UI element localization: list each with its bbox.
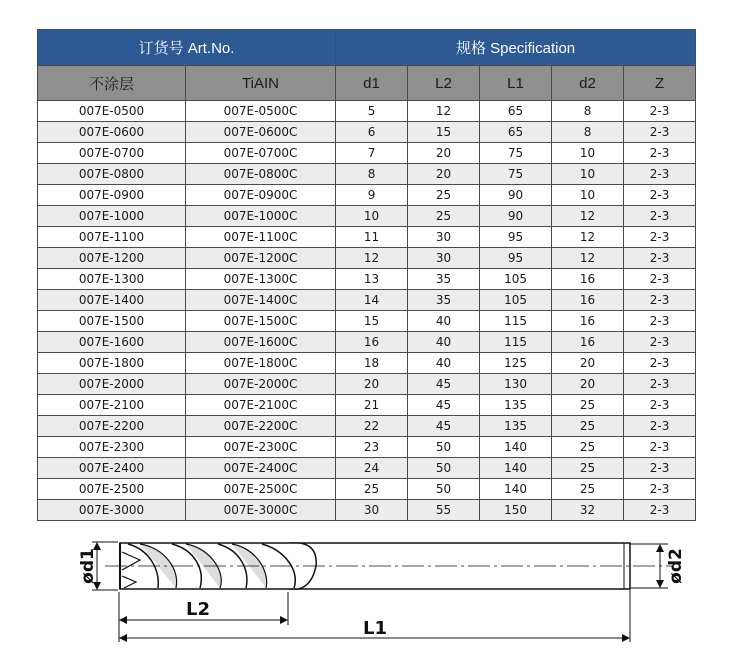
cell-d2: 25 — [552, 437, 624, 458]
cell-l2: 45 — [408, 416, 480, 437]
cell-tiain-part-no: 007E-2300C — [186, 437, 336, 458]
cell-d1: 30 — [336, 500, 408, 521]
cell-tiain-part-no: 007E-2200C — [186, 416, 336, 437]
cell-z: 2-3 — [624, 206, 696, 227]
cell-tiain-part-no: 007E-0900C — [186, 185, 336, 206]
cell-uncoated-part-no: 007E-1000 — [38, 206, 186, 227]
cell-uncoated-part-no: 007E-1100 — [38, 227, 186, 248]
column-header-d1: d1 — [336, 66, 408, 101]
cell-d2: 16 — [552, 332, 624, 353]
cell-l2: 40 — [408, 311, 480, 332]
cell-d1: 15 — [336, 311, 408, 332]
cell-d1: 14 — [336, 290, 408, 311]
cell-tiain-part-no: 007E-0600C — [186, 122, 336, 143]
cell-d2: 12 — [552, 227, 624, 248]
cell-d2: 16 — [552, 290, 624, 311]
specification-table — [37, 29, 696, 521]
cell-l2: 40 — [408, 332, 480, 353]
cell-l1: 90 — [480, 185, 552, 206]
cell-d1: 16 — [336, 332, 408, 353]
cell-tiain-part-no: 007E-2000C — [186, 374, 336, 395]
cell-l2: 12 — [408, 101, 480, 122]
cell-tiain-part-no: 007E-2400C — [186, 458, 336, 479]
cell-l1: 150 — [480, 500, 552, 521]
cell-d2: 16 — [552, 269, 624, 290]
cell-l2: 30 — [408, 227, 480, 248]
cell-d2: 16 — [552, 311, 624, 332]
cell-uncoated-part-no: 007E-0900 — [38, 185, 186, 206]
cell-d2: 8 — [552, 122, 624, 143]
table-row — [38, 395, 696, 416]
table-row — [38, 416, 696, 437]
table-row — [38, 479, 696, 500]
cell-z: 2-3 — [624, 311, 696, 332]
cell-d1: 5 — [336, 101, 408, 122]
cell-uncoated-part-no: 007E-0800 — [38, 164, 186, 185]
art-no-header: 订货号 Art.No. — [38, 30, 336, 66]
cell-d1: 18 — [336, 353, 408, 374]
cell-l2: 30 — [408, 248, 480, 269]
column-header-uncoated: 不涂层 — [38, 66, 186, 101]
table-row — [38, 101, 696, 122]
cell-tiain-part-no: 007E-1200C — [186, 248, 336, 269]
d1-label: ød1 — [78, 548, 98, 584]
cell-l1: 95 — [480, 248, 552, 269]
table-row — [38, 500, 696, 521]
table-row — [38, 458, 696, 479]
cell-l1: 105 — [480, 269, 552, 290]
cell-d1: 13 — [336, 269, 408, 290]
table-row — [38, 143, 696, 164]
cell-tiain-part-no: 007E-1600C — [186, 332, 336, 353]
cell-l1: 140 — [480, 458, 552, 479]
table-row — [38, 353, 696, 374]
cell-z: 2-3 — [624, 164, 696, 185]
cell-uncoated-part-no: 007E-1800 — [38, 353, 186, 374]
cell-l2: 50 — [408, 458, 480, 479]
cell-tiain-part-no: 007E-3000C — [186, 500, 336, 521]
cell-l2: 50 — [408, 479, 480, 500]
cell-d2: 12 — [552, 206, 624, 227]
cell-d2: 20 — [552, 374, 624, 395]
cell-d2: 10 — [552, 143, 624, 164]
cell-tiain-part-no: 007E-1400C — [186, 290, 336, 311]
d2-label: ød2 — [666, 548, 686, 584]
cell-l2: 20 — [408, 164, 480, 185]
cell-l1: 105 — [480, 290, 552, 311]
table-row — [38, 437, 696, 458]
table-column-header — [38, 66, 696, 101]
cell-l2: 20 — [408, 143, 480, 164]
cell-l2: 50 — [408, 437, 480, 458]
cell-d1: 7 — [336, 143, 408, 164]
cell-z: 2-3 — [624, 416, 696, 437]
cell-z: 2-3 — [624, 353, 696, 374]
cell-tiain-part-no: 007E-0500C — [186, 101, 336, 122]
column-header-l1: L1 — [480, 66, 552, 101]
cell-d1: 6 — [336, 122, 408, 143]
cell-l2: 25 — [408, 185, 480, 206]
cell-l2: 45 — [408, 374, 480, 395]
cell-d1: 21 — [336, 395, 408, 416]
table-row — [38, 206, 696, 227]
cell-z: 2-3 — [624, 101, 696, 122]
cell-l1: 65 — [480, 101, 552, 122]
table-body — [38, 101, 696, 521]
cell-l1: 115 — [480, 332, 552, 353]
table-group-header — [38, 30, 696, 66]
cell-z: 2-3 — [624, 458, 696, 479]
cell-uncoated-part-no: 007E-2500 — [38, 479, 186, 500]
cell-l2: 15 — [408, 122, 480, 143]
cell-z: 2-3 — [624, 332, 696, 353]
cell-tiain-part-no: 007E-0800C — [186, 164, 336, 185]
cell-d2: 12 — [552, 248, 624, 269]
cell-l1: 95 — [480, 227, 552, 248]
column-header-l2: L2 — [408, 66, 480, 101]
cell-d1: 9 — [336, 185, 408, 206]
table-row — [38, 227, 696, 248]
table-row — [38, 269, 696, 290]
cell-z: 2-3 — [624, 269, 696, 290]
table-row — [38, 374, 696, 395]
table-row — [38, 248, 696, 269]
cell-z: 2-3 — [624, 500, 696, 521]
cell-tiain-part-no: 007E-1500C — [186, 311, 336, 332]
cell-z: 2-3 — [624, 248, 696, 269]
cell-uncoated-part-no: 007E-2100 — [38, 395, 186, 416]
cell-tiain-part-no: 007E-1100C — [186, 227, 336, 248]
cell-z: 2-3 — [624, 185, 696, 206]
column-header-tiain: TiAIN — [186, 66, 336, 101]
cell-d2: 25 — [552, 458, 624, 479]
cell-d2: 20 — [552, 353, 624, 374]
cell-tiain-part-no: 007E-2100C — [186, 395, 336, 416]
cell-uncoated-part-no: 007E-1300 — [38, 269, 186, 290]
cell-l2: 55 — [408, 500, 480, 521]
l2-label: L2 — [186, 599, 210, 620]
cell-l2: 45 — [408, 395, 480, 416]
cell-uncoated-part-no: 007E-1200 — [38, 248, 186, 269]
cell-l1: 115 — [480, 311, 552, 332]
cell-uncoated-part-no: 007E-2400 — [38, 458, 186, 479]
cell-l2: 35 — [408, 269, 480, 290]
cell-uncoated-part-no: 007E-0700 — [38, 143, 186, 164]
cell-l1: 65 — [480, 122, 552, 143]
cell-l1: 125 — [480, 353, 552, 374]
cell-z: 2-3 — [624, 227, 696, 248]
cell-tiain-part-no: 007E-1000C — [186, 206, 336, 227]
cell-d2: 10 — [552, 185, 624, 206]
cell-l1: 140 — [480, 437, 552, 458]
cell-l1: 135 — [480, 416, 552, 437]
cell-d2: 25 — [552, 416, 624, 437]
cell-d1: 25 — [336, 479, 408, 500]
cell-tiain-part-no: 007E-1300C — [186, 269, 336, 290]
column-header-z: Z — [624, 66, 696, 101]
cell-d1: 24 — [336, 458, 408, 479]
table-row — [38, 290, 696, 311]
cell-d2: 8 — [552, 101, 624, 122]
column-header-d2: d2 — [552, 66, 624, 101]
cell-z: 2-3 — [624, 479, 696, 500]
table-row — [38, 311, 696, 332]
table-row — [38, 164, 696, 185]
cell-d1: 8 — [336, 164, 408, 185]
cell-z: 2-3 — [624, 374, 696, 395]
cell-l1: 140 — [480, 479, 552, 500]
cell-l2: 35 — [408, 290, 480, 311]
cell-d2: 25 — [552, 479, 624, 500]
cell-z: 2-3 — [624, 437, 696, 458]
cell-uncoated-part-no: 007E-3000 — [38, 500, 186, 521]
table-row — [38, 185, 696, 206]
cell-z: 2-3 — [624, 143, 696, 164]
cell-d1: 22 — [336, 416, 408, 437]
cell-z: 2-3 — [624, 290, 696, 311]
cell-d2: 25 — [552, 395, 624, 416]
cell-l1: 90 — [480, 206, 552, 227]
cell-tiain-part-no: 007E-2500C — [186, 479, 336, 500]
cell-uncoated-part-no: 007E-0500 — [38, 101, 186, 122]
cell-d1: 11 — [336, 227, 408, 248]
cell-l1: 75 — [480, 164, 552, 185]
end-mill-drawing — [0, 530, 730, 655]
cell-l1: 135 — [480, 395, 552, 416]
cell-d2: 10 — [552, 164, 624, 185]
cell-l2: 40 — [408, 353, 480, 374]
cell-d2: 32 — [552, 500, 624, 521]
l1-label: L1 — [363, 618, 387, 639]
cell-d1: 12 — [336, 248, 408, 269]
cell-uncoated-part-no: 007E-1400 — [38, 290, 186, 311]
cell-uncoated-part-no: 007E-2300 — [38, 437, 186, 458]
cell-d1: 20 — [336, 374, 408, 395]
table-row — [38, 332, 696, 353]
cell-tiain-part-no: 007E-1800C — [186, 353, 336, 374]
cell-uncoated-part-no: 007E-1600 — [38, 332, 186, 353]
cell-uncoated-part-no: 007E-2000 — [38, 374, 186, 395]
cell-uncoated-part-no: 007E-0600 — [38, 122, 186, 143]
cell-l1: 130 — [480, 374, 552, 395]
cell-d1: 23 — [336, 437, 408, 458]
cell-tiain-part-no: 007E-0700C — [186, 143, 336, 164]
specification-header: 规格 Specification — [336, 30, 696, 66]
cell-d1: 10 — [336, 206, 408, 227]
cell-uncoated-part-no: 007E-1500 — [38, 311, 186, 332]
cell-l2: 25 — [408, 206, 480, 227]
cell-l1: 75 — [480, 143, 552, 164]
table-row — [38, 122, 696, 143]
cell-z: 2-3 — [624, 395, 696, 416]
cell-uncoated-part-no: 007E-2200 — [38, 416, 186, 437]
cell-z: 2-3 — [624, 122, 696, 143]
